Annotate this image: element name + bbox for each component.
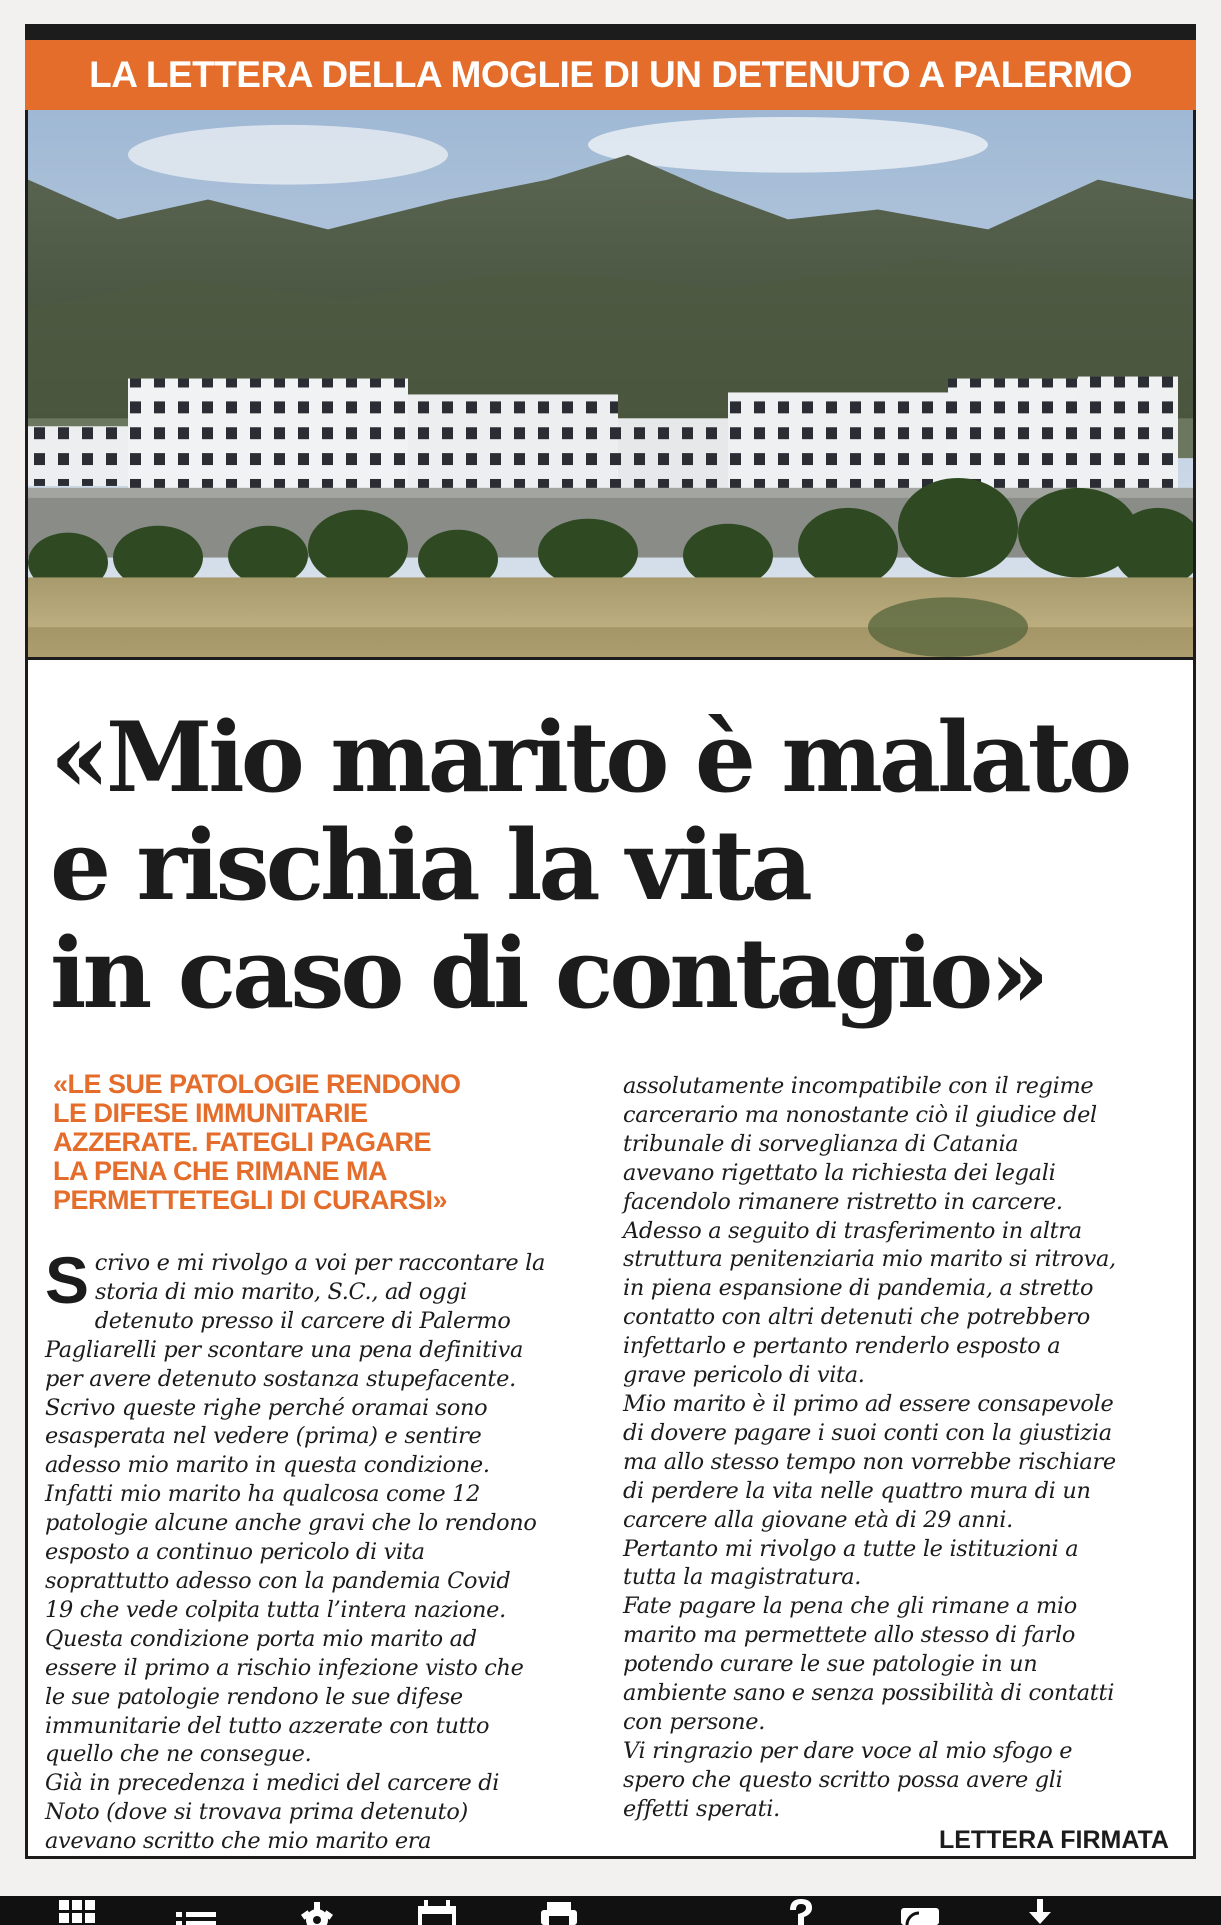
top-rule — [25, 24, 1196, 40]
body-line: avevano scritto che mio marito era — [45, 1828, 432, 1855]
body-line: 19 che vede colpita tutta l’intera nazione. — [45, 1596, 506, 1623]
body-line: Già in precedenza i medici del carcere di — [45, 1770, 500, 1797]
body-line: Vi ringrazio per dare voce al mio sfogo e — [623, 1737, 1073, 1764]
print-icon[interactable] — [535, 1896, 585, 1925]
body-line: Pagliarelli per scontare una pena definitiva — [45, 1336, 524, 1363]
body-line: avevano rigettato la richiesta dei legali — [623, 1159, 1056, 1186]
list-icon[interactable] — [172, 1896, 222, 1925]
headline-line: in caso di contagio» — [50, 917, 1046, 1030]
body-line: ambiente sano e senza possibilità di contatti — [623, 1680, 1115, 1707]
body-line: storia di mio marito, S.C., ad oggi — [95, 1278, 468, 1305]
body-line: contatto con altri detenuti che potrebbero — [623, 1304, 1090, 1331]
prison-photo — [28, 110, 1193, 660]
body-line: struttura penitenziaria mio marito si ritrova, — [623, 1246, 1116, 1273]
pull-quote-line: AZZERATE. FATEGLI PAGARE — [53, 1127, 431, 1157]
headline-line: e rischia la vita — [50, 809, 809, 922]
body-line: esasperata nel vedere (prima) e sentire — [45, 1423, 482, 1450]
headline-line: «Mio marito è malato — [50, 701, 1129, 814]
pull-quote — [53, 1070, 605, 1215]
body-line: per avere detenuto sostanza stupefacente. — [45, 1365, 516, 1392]
body-line: di perdere la vita nelle quattro mura di un — [623, 1477, 1091, 1504]
body-line: carcere alla giovane età di 29 anni. — [623, 1506, 1013, 1533]
body-text-left — [45, 1243, 605, 1856]
body-line: Infatti mio marito ha qualcosa come 12 — [45, 1481, 481, 1508]
body-line: potendo curare le sue patologie in un — [623, 1651, 1038, 1678]
body-line: effetti sperati. — [623, 1795, 780, 1822]
help-icon[interactable] — [776, 1896, 826, 1925]
pull-quote-line: LE DIFESE IMMUNITARIE — [53, 1098, 368, 1128]
pull-quote-line: «LE SUE PATOLOGIE RENDONO — [53, 1069, 461, 1099]
body-line: tutta la magistratura. — [623, 1564, 862, 1591]
headline — [50, 701, 1170, 1030]
body-line: Fate pagare la pena che gli rimane a mio — [623, 1593, 1077, 1620]
left-column — [45, 1070, 605, 1856]
body-line: assolutamente incompatibile con il regime — [623, 1073, 1094, 1099]
body-line: Pertanto mi rivolgo a tutte le istituzioni a — [623, 1535, 1079, 1562]
download-icon[interactable] — [1015, 1896, 1065, 1925]
body-line: soprattutto adesso con la pandemia Covid — [45, 1567, 511, 1594]
kicker-banner: LA LETTERA DELLA MOGLIE DI UN DETENUTO A PALERMO — [25, 40, 1196, 110]
body-line: essere il primo a rischio infezione visto che — [45, 1654, 524, 1681]
body-line: spero che questo scritto possa avere gli — [623, 1766, 1063, 1793]
body-line: con persone. — [623, 1708, 766, 1735]
body-line: detenuto presso il carcere di Palermo — [94, 1307, 511, 1334]
body-line: infettarlo e pertanto renderlo esposto a — [623, 1333, 1061, 1360]
body-line: crivo e mi rivolgo a voi per raccontare la — [94, 1250, 545, 1276]
drop-cap: S — [45, 1243, 89, 1317]
body-line: tribunale di sorveglianza di Catania — [623, 1130, 1019, 1157]
newspaper-page — [25, 24, 1196, 1859]
body-line: immunitarie del tutto azzerate con tutto — [45, 1712, 490, 1739]
body-line: Adesso a seguito di trasferimento in altra — [623, 1217, 1082, 1244]
body-line: di dovere pagare i suoi conti con la giustizia — [623, 1419, 1112, 1446]
body-line: esposto a continuo pericolo di vita — [45, 1539, 425, 1566]
body-line: adesso mio marito in questa condizione. — [45, 1452, 490, 1479]
body-line: marito ma permettete allo stesso di farlo — [623, 1622, 1076, 1649]
body-line: in piena espansione di pandemia, a stretto — [623, 1275, 1094, 1302]
body-line: le sue patologie rendono le sue difese — [45, 1683, 463, 1710]
body-line: carcerario ma nonostante ciò il giudice del — [623, 1101, 1097, 1128]
body-line: Noto (dove si trovava prima detenuto) — [45, 1799, 468, 1826]
body-line: ma allo stesso tempo non vorrebbe rischiare — [623, 1448, 1116, 1475]
body-line: Questa condizione porta mio marito ad — [45, 1625, 477, 1652]
bottom-toolbar — [0, 1896, 1221, 1925]
pull-quote-line: LA PENA CHE RIMANE MA — [53, 1156, 388, 1186]
body-line: Mio marito è il primo ad essere consapevole — [623, 1390, 1114, 1417]
calendar-icon[interactable] — [412, 1896, 462, 1925]
rss-icon[interactable] — [895, 1896, 945, 1925]
gear-icon[interactable] — [292, 1896, 342, 1925]
body-line: quello che ne consegue. — [45, 1741, 312, 1768]
grid-icon[interactable] — [55, 1896, 105, 1925]
body-line: grave pericolo di vita. — [623, 1362, 865, 1389]
body-line: patologie alcune anche gravi che lo rendono — [45, 1510, 537, 1537]
signature: LETTERA FIRMATA — [938, 1826, 1169, 1854]
right-column — [623, 1072, 1178, 1824]
pull-quote-line: PERMETTETEGLI DI CURARSI» — [53, 1185, 448, 1215]
body-text-right — [623, 1072, 1178, 1824]
body-line: facendolo rimanere ristretto in carcere. — [623, 1188, 1063, 1215]
body-line: Scrivo queste righe perché oramai sono — [45, 1394, 488, 1421]
